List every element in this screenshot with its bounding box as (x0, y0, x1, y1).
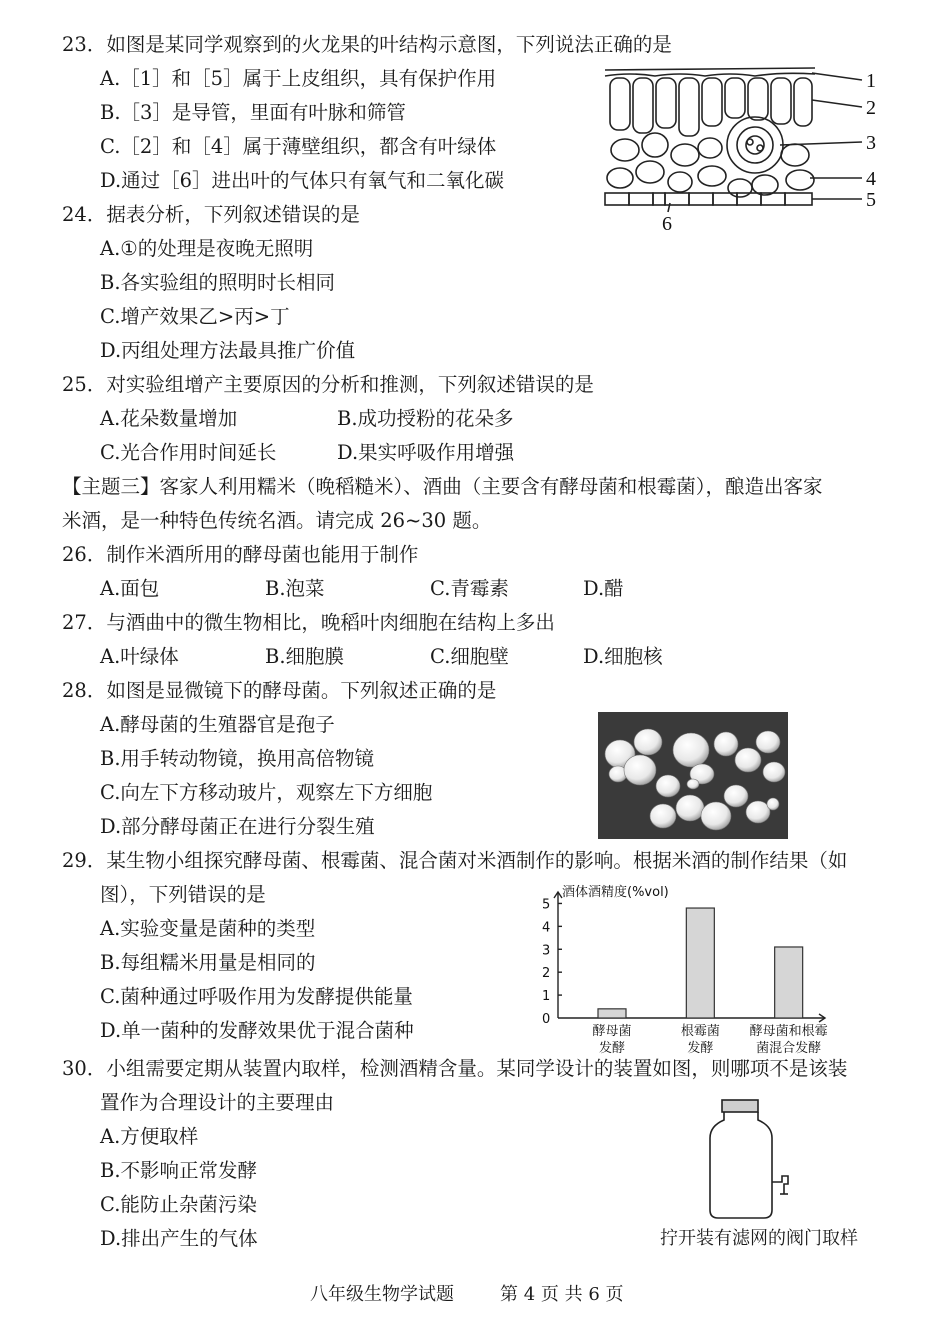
q24-option-a: A.①的处理是夜晚无照明 (100, 237, 314, 260)
q24-stem: 24．据表分析，下列叙述错误的是 (62, 203, 360, 226)
q29-stem-line2: 图），下列错误的是 (100, 883, 266, 906)
q29-option-d: D.单一菌种的发酵效果优于混合菌种 (100, 1019, 414, 1042)
jar-cork (722, 1100, 758, 1112)
q28-stem: 28．如图是显微镜下的酵母菌。下列叙述正确的是 (62, 679, 497, 702)
vein-bundle (727, 117, 783, 173)
cuticle-line (605, 68, 815, 70)
q30-option-d: D.排出产生的气体 (100, 1227, 258, 1250)
chart-y-tick-label: 0 (542, 1012, 551, 1027)
fermentation-jar-figure (700, 1098, 800, 1220)
q29-option-a: A.实验变量是菌种的类型 (100, 917, 316, 940)
jar-body (710, 1112, 772, 1218)
footer-title: 八年级生物学试题 (310, 1284, 454, 1305)
q26-option-c: C.青霉素 (430, 577, 509, 600)
chart-category-label: 菌混合发酵 (756, 1041, 822, 1056)
chart-category-label: 酵母菌和根霉 (749, 1024, 828, 1039)
q27-stem: 27．与酒曲中的微生物相比，晚稻叶肉细胞在结构上多出 (62, 611, 555, 634)
q30-option-a: A.方便取样 (100, 1125, 199, 1148)
q27-option-b: B.细胞膜 (265, 645, 345, 668)
figure-label-3: 3 (866, 132, 876, 154)
q23-stem: 23．如图是某同学观察到的火龙果的叶结构示意图，下列说法正确的是 (62, 33, 672, 56)
chart-bar (598, 1009, 626, 1018)
q24-option-c: C.增产效果乙>丙>丁 (100, 305, 290, 328)
q26-option-a: A.面包 (100, 577, 160, 600)
chart-category-label: 发酵 (687, 1041, 714, 1056)
q30-stem-line2: 置作为合理设计的主要理由 (100, 1091, 335, 1114)
q27-option-d: D.细胞核 (583, 645, 663, 668)
q30-option-c: C.能防止杂菌污染 (100, 1193, 257, 1216)
q23-option-c: C.［2］和［4］属于薄壁组织，都含有叶绿体 (100, 135, 497, 158)
chart-category-label: 酵母菌 (592, 1024, 632, 1039)
chart-bar (686, 908, 714, 1018)
chart-bar (775, 947, 803, 1018)
q27-option-a: A.叶绿体 (100, 645, 179, 668)
jar-valve (772, 1176, 788, 1194)
q29-option-b: B.每组糯米用量是相同的 (100, 951, 316, 974)
footer-page-number: 第 4 页 共 6 页 (500, 1284, 624, 1305)
q30-option-b: B.不影响正常发酵 (100, 1159, 258, 1182)
chart-y-tick-label: 2 (542, 966, 551, 982)
q29-option-c: C.菌种通过呼吸作用为发酵提供能量 (100, 985, 413, 1008)
q23-option-d: D.通过［6］进出叶的气体只有氧气和二氧化碳 (100, 169, 505, 192)
q26-stem: 26．制作米酒所用的酵母菌也能用于制作 (62, 543, 419, 566)
q23-option-b: B.［3］是导管，里面有叶脉和筛管 (100, 101, 406, 124)
q26-option-d: D.醋 (583, 577, 624, 600)
palisade-cells (610, 78, 812, 136)
q25-stem: 25．对实验组增产主要原因的分析和推测，下列叙述错误的是 (62, 373, 594, 396)
lower-epidermis (605, 193, 812, 205)
figure-label-4: 4 (866, 168, 876, 190)
q23-option-a: A.［1］和［5］属于上皮组织，具有保护作用 (100, 67, 497, 90)
figure-label-5: 5 (866, 189, 876, 211)
q24-option-b: B.各实验组的照明时长相同 (100, 271, 336, 294)
figure-label-1: 1 (866, 70, 876, 92)
figure-label-2: 2 (866, 97, 876, 119)
alcohol-content-chart (530, 878, 830, 1058)
q25-option-b: B.成功授粉的花朵多 (337, 407, 514, 430)
q28-option-c: C.向左下方移动玻片，观察左下方细胞 (100, 781, 433, 804)
q25-option-d: D.果实呼吸作用增强 (337, 441, 515, 464)
q24-option-d: D.丙组处理方法最具推广价值 (100, 339, 356, 362)
theme3-intro-line1: 【主题三】客家人利用糯米（晚稻糙米）、酒曲（主要含有酵母菌和根霉菌），酿造出客家 (62, 475, 823, 498)
q28-option-a: A.酵母菌的生殖器官是孢子 (100, 713, 335, 736)
figure-label-6: 6 (662, 213, 672, 235)
leaf-structure-figure (600, 60, 890, 235)
chart-category-label: 发酵 (598, 1041, 626, 1056)
q25-option-c: C.光合作用时间延长 (100, 441, 277, 464)
theme3-intro-line2: 米酒，是一种特色传统名酒。请完成 26~30 题。 (62, 509, 492, 532)
jar-caption: 拧开装有滤网的阀门取样 (660, 1228, 858, 1249)
chart-y-tick-label: 5 (542, 897, 551, 913)
q27-option-c: C.细胞壁 (430, 645, 509, 668)
q28-option-b: B.用手转动物镜，换用高倍物镜 (100, 747, 375, 770)
q26-option-b: B.泡菜 (265, 577, 325, 600)
chart-y-tick-label: 4 (542, 920, 551, 936)
chart-y-tick-label: 1 (542, 989, 551, 1005)
q25-option-a: A.花朵数量增加 (100, 407, 238, 430)
q29-stem-line1: 29．某生物小组探究酵母菌、根霉菌、混合菌对米酒制作的影响。根据米酒的制作结果（如 (62, 849, 848, 872)
yeast-micrograph (598, 712, 788, 839)
chart-y-axis-label: 酒体酒精度(%vol) (562, 885, 669, 900)
q30-stem-line1: 30．小组需要定期从装置内取样，检测酒精含量。某同学设计的装置如图，则哪项不是该装 (62, 1057, 848, 1080)
q28-option-d: D.部分酵母菌正在进行分裂生殖 (100, 815, 375, 838)
chart-y-tick-label: 3 (542, 943, 551, 959)
chart-category-label: 根霉菌 (680, 1024, 720, 1039)
